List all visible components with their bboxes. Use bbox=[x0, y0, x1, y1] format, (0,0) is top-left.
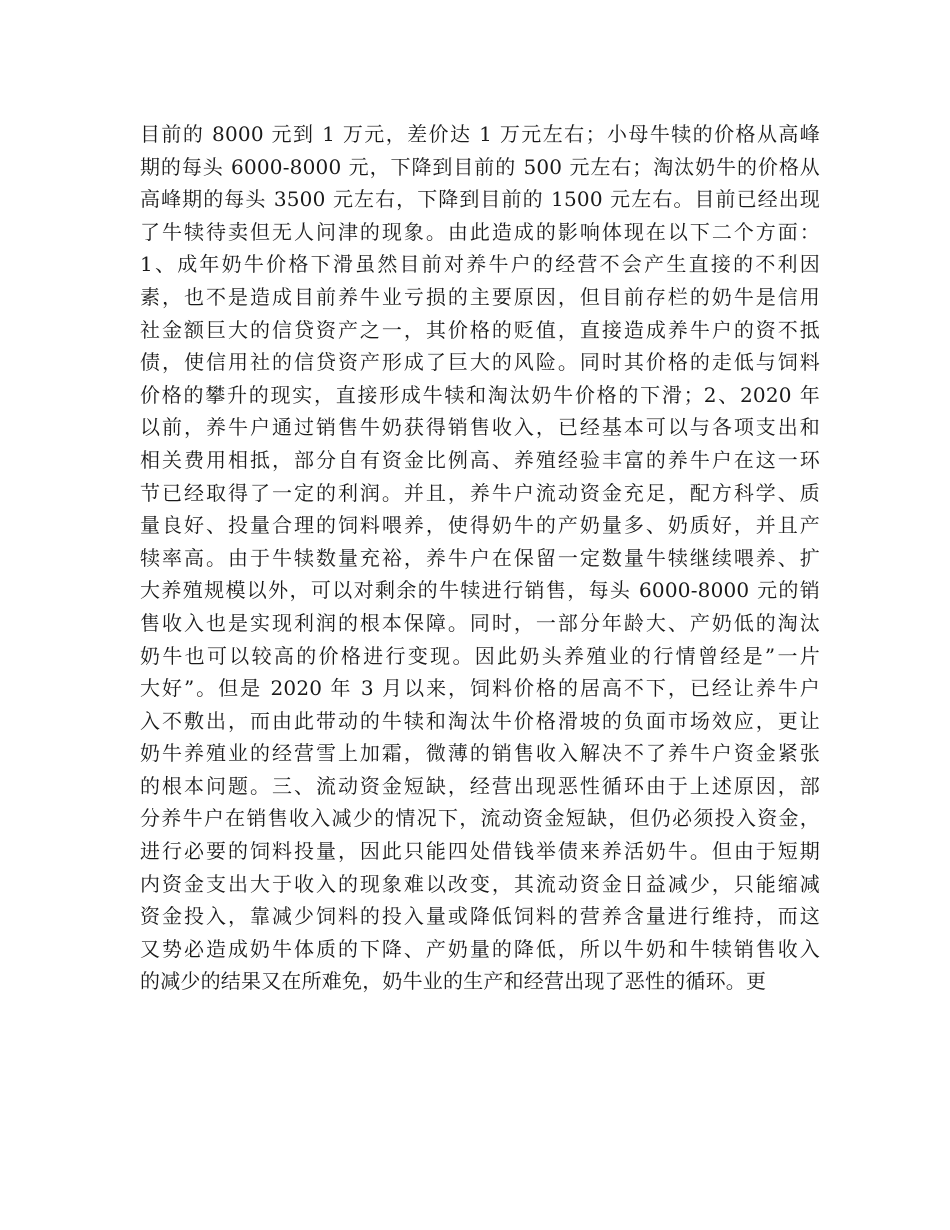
text-line-11: 相关费用相抵，部分自有资金比例高、养殖经验丰富的养牛户在这一环 bbox=[140, 447, 820, 472]
text-line-21: 的根本问题。三、流动资金短缺，经营出现恶性循环由于上述原因，部 bbox=[140, 773, 820, 798]
text-line-6: 素，也不是造成目前养牛业亏损的主要原因，但目前存栏的奶牛是信用 bbox=[140, 284, 820, 309]
text-line-5: 1、成年奶牛价格下滑虽然目前对养牛户的经营不会产生直接的不利因 bbox=[140, 252, 820, 277]
text-line-8: 债，使信用社的信贷资产形成了巨大的风险。同时其价格的走低与饲料 bbox=[140, 350, 820, 375]
text-line-1: 目前的 8000 元到 1 万元，差价达 1 万元左右；小母牛犊的价格从高峰 bbox=[140, 122, 820, 146]
text-line-24: 内资金支出大于收入的现象难以改变，其流动资金日益减少，只能缩减 bbox=[140, 871, 820, 896]
text-line-3: 高峰期的每头 3500 元左右，下降到目前的 1500 元左右。目前已经出现 bbox=[140, 187, 820, 212]
text-line-9: 价格的攀升的现实，直接形成牛犊和淘汰奶牛价格的下滑；2、2020 年 bbox=[140, 382, 820, 407]
text-line-17: 奶牛也可以较高的价格进行变现。因此奶头养殖业的行情曾经是”一片 bbox=[140, 643, 820, 668]
text-line-27: 的减少的结果又在所难免，奶牛业的生产和经营出现了恶性的循环。更 bbox=[140, 969, 767, 994]
text-line-16: 售收入也是实现利润的根本保障。同时，一部分年龄大、产奶低的淘汰 bbox=[140, 610, 820, 635]
text-line-19: 入不敷出，而由此带动的牛犊和淘汰牛价格滑坡的负面市场效应，更让 bbox=[140, 708, 820, 733]
text-line-20: 奶牛养殖业的经营雪上加霜，微薄的销售收入解决不了养牛户资金紧张 bbox=[140, 741, 820, 766]
text-line-15: 大养殖规模以外，可以对剩余的牛犊进行销售，每头 6000-8000 元的销 bbox=[140, 578, 820, 603]
text-line-18: 大好”。但是 2020 年 3 月以来，饲料价格的居高不下，已经让养牛户 bbox=[140, 676, 820, 701]
text-line-12: 节已经取得了一定的利润。并且，养牛户流动资金充足，配方科学、质 bbox=[140, 480, 820, 505]
text-line-26: 又势必造成奶牛体质的下降、产奶量的降低，所以牛奶和牛犊销售收入 bbox=[140, 936, 820, 961]
text-line-7: 社金额巨大的信贷资产之一，其价格的贬值，直接造成养牛户的资不抵 bbox=[140, 317, 820, 342]
text-line-2: 期的每头 6000-8000 元，下降到目前的 500 元左右；淘汰奶牛的价格从 bbox=[140, 154, 820, 179]
body-text bbox=[140, 118, 820, 998]
text-line-25: 资金投入，靠减少饲料的投入量或降低饲料的营养含量进行维持，而这 bbox=[140, 904, 820, 929]
text-line-14: 犊率高。由于牛犊数量充裕，养牛户在保留一定数量牛犊继续喂养、扩 bbox=[140, 545, 820, 570]
text-line-10: 以前，养牛户通过销售牛奶获得销售收入，已经基本可以与各项支出和 bbox=[140, 415, 820, 440]
text-line-13: 量良好、投量合理的饲料喂养，使得奶牛的产奶量多、奶质好，并且产 bbox=[140, 513, 820, 538]
text-line-4: 了牛犊待卖但无人问津的现象。由此造成的影响体现在以下二个方面： bbox=[140, 219, 820, 244]
text-line-22: 分养牛户在销售收入减少的情况下，流动资金短缺，但仍必须投入资金， bbox=[140, 806, 820, 831]
text-line-23: 进行必要的饲料投量，因此只能四处借钱举债来养活奶牛。但由于短期 bbox=[140, 839, 820, 864]
